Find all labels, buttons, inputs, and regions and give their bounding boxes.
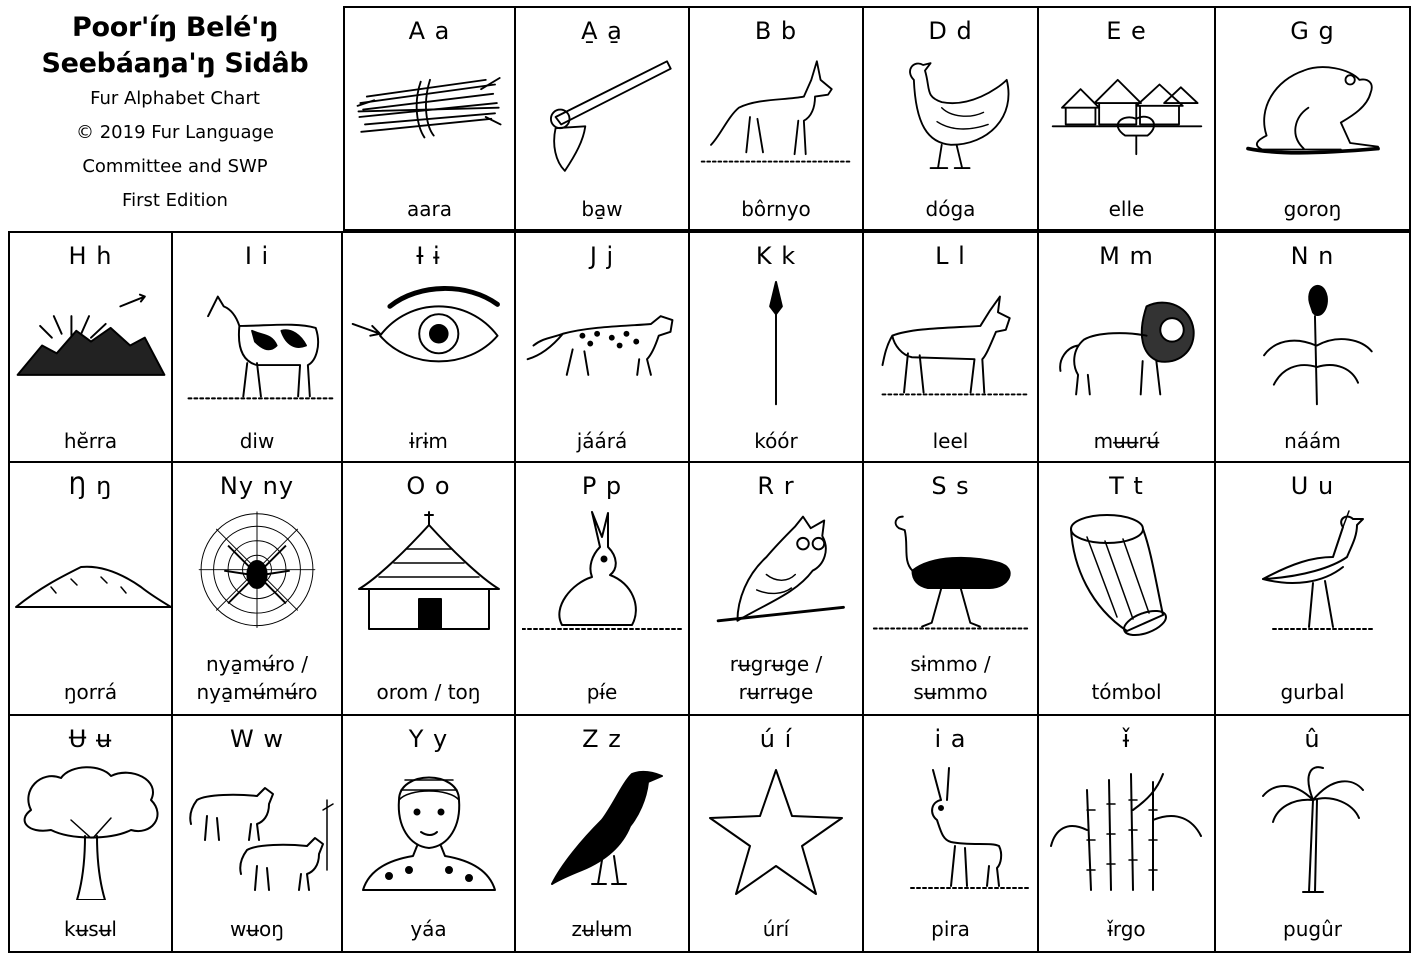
letter-card xyxy=(173,463,343,716)
example-word: wʉoŋ xyxy=(230,917,284,941)
letter-label: U u xyxy=(1290,472,1335,500)
letter-card xyxy=(864,463,1039,716)
letter-label: D d xyxy=(928,17,973,45)
example-word: orom / toŋ xyxy=(376,680,481,704)
chart-subtitle: Fur Alphabet Chart xyxy=(90,88,260,109)
example-word: sɨmmo / xyxy=(910,652,991,676)
letter-label: J j xyxy=(589,242,615,270)
letter-card xyxy=(516,463,690,716)
tree-icon xyxy=(11,760,171,900)
spear-icon xyxy=(696,277,856,414)
example-word: ɨ̌rgo xyxy=(1107,917,1146,941)
edition-label: First Edition xyxy=(122,190,228,211)
chart-title-line1: Poorꞌíŋ Beléꞌŋ xyxy=(71,12,279,43)
letter-label: Ny ny xyxy=(219,472,295,500)
letter-label: Z z xyxy=(582,725,622,753)
letter-card xyxy=(1039,6,1216,231)
example-word: ba̱w xyxy=(581,197,623,221)
letter-label: I i xyxy=(244,242,270,270)
letter-card xyxy=(690,716,864,953)
bundle-of-sticks-icon xyxy=(350,52,510,182)
letter-label: W w xyxy=(230,725,284,753)
letter-label: û xyxy=(1304,725,1321,753)
goat-icon xyxy=(177,277,337,414)
chart-title-block xyxy=(8,6,342,230)
example-word: diw xyxy=(239,429,275,453)
letter-label: Ŋ ŋ xyxy=(68,472,113,500)
letter-card xyxy=(173,716,343,953)
example-word: pugûr xyxy=(1283,917,1342,941)
letter-card xyxy=(1039,231,1216,463)
sugarcane-icon xyxy=(1047,760,1207,900)
star-icon xyxy=(696,760,856,900)
example-word: bôrnyo xyxy=(741,197,811,221)
bustard-icon xyxy=(1233,507,1393,647)
hut-icon xyxy=(349,507,509,647)
example-word: kóór xyxy=(754,429,798,453)
copyright-line1: © 2019 Fur Language xyxy=(76,122,274,143)
letter-card xyxy=(1216,6,1411,231)
example-word: jáárá xyxy=(576,429,628,453)
letter-card xyxy=(864,6,1039,231)
hen-icon xyxy=(871,52,1031,182)
letter-card xyxy=(864,716,1039,953)
letter-card xyxy=(690,463,864,716)
letter-card xyxy=(343,231,516,463)
example-word: pɨ́e xyxy=(586,680,618,704)
example-word: yáa xyxy=(410,917,447,941)
letter-label: Ʉ ʉ xyxy=(68,725,113,753)
leopard-icon xyxy=(522,277,682,414)
letter-label: K k xyxy=(755,242,797,270)
letter-card xyxy=(173,231,343,463)
letter-label: ú í xyxy=(759,725,793,753)
letter-card xyxy=(690,6,864,231)
example-word: pira xyxy=(931,917,970,941)
example-word: tómbol xyxy=(1091,680,1162,704)
example-word: goroŋ xyxy=(1283,197,1342,221)
letter-label: E e xyxy=(1106,17,1147,45)
axe-icon xyxy=(522,52,682,182)
example-word: elle xyxy=(1108,197,1145,221)
letter-card xyxy=(864,231,1039,463)
hill-icon xyxy=(11,507,171,647)
letter-card xyxy=(1216,463,1411,716)
letter-label: L l xyxy=(935,242,966,270)
eye-icon xyxy=(349,277,509,414)
letter-label: M m xyxy=(1099,242,1154,270)
copyright-line2: Committee and SWP xyxy=(82,156,268,177)
letter-label: T t xyxy=(1109,472,1144,500)
example-word: gurbal xyxy=(1280,680,1345,704)
example-word: aara xyxy=(407,197,452,221)
sunrise-mountain-icon xyxy=(11,277,171,414)
letter-label: P p xyxy=(581,472,623,500)
jackal-icon xyxy=(696,52,856,182)
letter-label: S s xyxy=(931,472,970,500)
letter-card xyxy=(8,231,173,463)
example-word-alt: sʉmmo xyxy=(913,680,988,704)
example-word: kʉsʉl xyxy=(64,917,117,941)
letter-label: G g xyxy=(1290,17,1335,45)
example-word: rʉgrʉge / xyxy=(729,652,823,676)
lion-icon xyxy=(1047,277,1207,414)
letter-label: ɨ̌ xyxy=(1122,725,1131,753)
example-word: mʉʉrʉ́ xyxy=(1093,429,1160,453)
letter-card xyxy=(1216,716,1411,953)
letter-label: R r xyxy=(757,472,795,500)
letter-card xyxy=(343,463,516,716)
letter-label: H h xyxy=(68,242,113,270)
letter-label: O o xyxy=(406,472,451,500)
hare-icon xyxy=(522,507,682,647)
letter-label: A̱ a̱ xyxy=(581,17,623,45)
letter-card xyxy=(516,716,690,953)
letter-label: Y y xyxy=(408,725,449,753)
example-word: náám xyxy=(1284,429,1341,453)
letter-label: i a xyxy=(934,725,967,753)
spider-icon xyxy=(177,507,337,642)
letter-card xyxy=(343,6,516,231)
example-word: nya̱mʉ́ro / xyxy=(205,652,309,676)
example-word: ɨrɨm xyxy=(409,429,448,453)
letter-card xyxy=(8,716,173,953)
frog-icon xyxy=(1233,52,1393,182)
sorghum-icon xyxy=(1233,277,1393,414)
cattle-icon xyxy=(177,760,337,900)
example-word: ŋorrá xyxy=(63,680,118,704)
letter-card xyxy=(516,231,690,463)
gazelle-icon xyxy=(871,760,1031,900)
ostrich-icon xyxy=(871,507,1031,642)
letter-card xyxy=(1039,716,1216,953)
example-word-alt: rʉrrʉge xyxy=(738,680,814,704)
letter-card xyxy=(516,6,690,231)
example-word: úrí xyxy=(762,917,790,941)
letter-card xyxy=(343,716,516,953)
village-icon xyxy=(1047,52,1207,182)
example-word: leel xyxy=(932,429,969,453)
letter-card xyxy=(1039,463,1216,716)
letter-label: N n xyxy=(1290,242,1335,270)
crow-icon xyxy=(522,760,682,900)
woman-icon xyxy=(349,760,509,900)
palm-tree-icon xyxy=(1233,760,1393,900)
letter-label: Ɨ ɨ xyxy=(416,242,441,270)
example-word: hĕrra xyxy=(63,429,118,453)
example-word: zʉlʉm xyxy=(571,917,633,941)
donkey-icon xyxy=(871,277,1031,414)
letter-card xyxy=(8,463,173,716)
owl-icon xyxy=(696,507,856,642)
example-word-alt: nya̱mʉ́mʉ́ro xyxy=(196,680,318,704)
letter-label: A a xyxy=(408,17,451,45)
example-word: dóga xyxy=(925,197,976,221)
drum-icon xyxy=(1047,507,1207,647)
letter-card xyxy=(690,231,864,463)
letter-label: B b xyxy=(754,17,798,45)
letter-card xyxy=(1216,231,1411,463)
chart-title-line2: Seebáaŋaꞌŋ Sidâb xyxy=(41,48,309,79)
